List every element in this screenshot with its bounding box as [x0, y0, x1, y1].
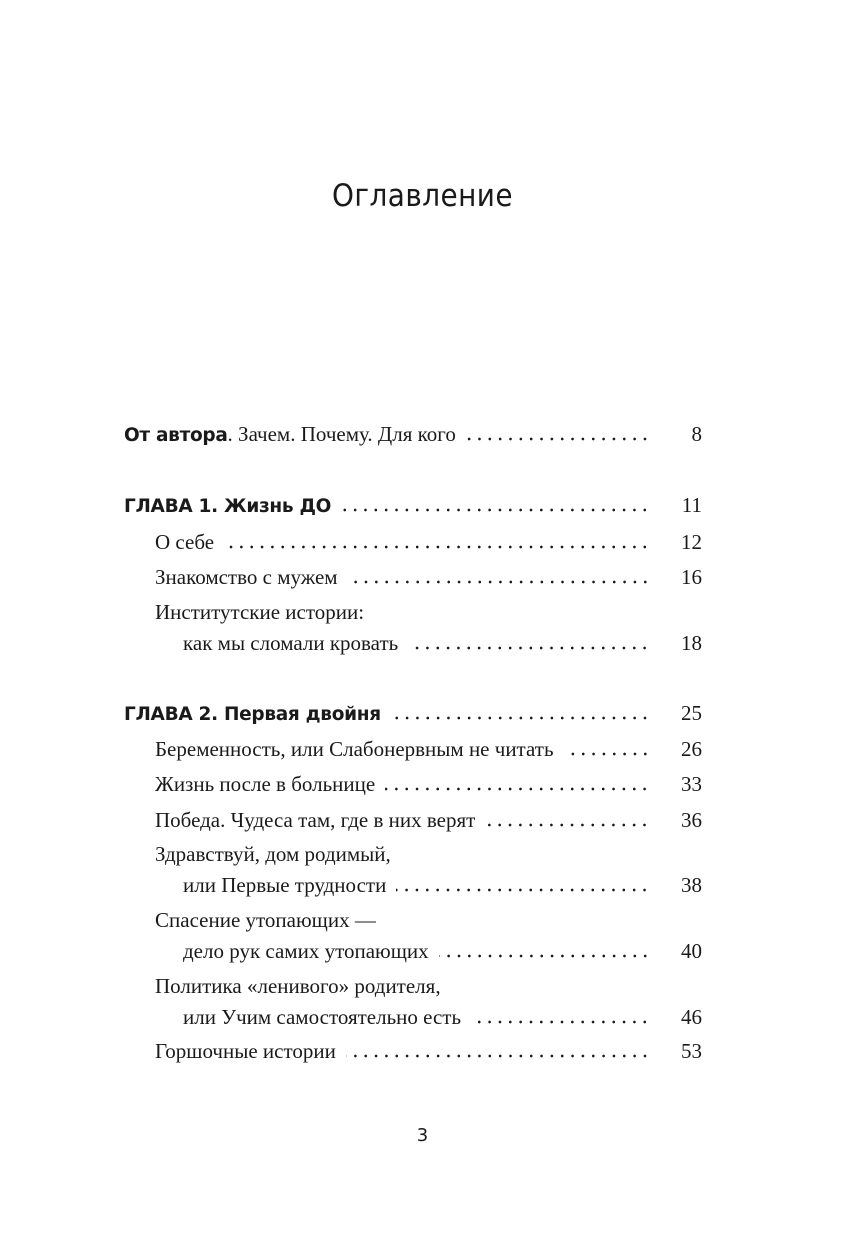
entry-title: или Первые трудности: [183, 873, 387, 897]
entry-page-number: 38: [681, 873, 702, 897]
toc-entry-section-head: [0, 974, 845, 1004]
dot-leader: [471, 1020, 650, 1024]
entry-page-number: 40: [681, 939, 702, 963]
entry-page-number: 18: [681, 631, 702, 655]
page-number: 3: [416, 1125, 429, 1146]
entry-bold-title: ГЛАВА 2. Первая двойня: [124, 704, 381, 725]
entry-title: Знакомство с мужем: [155, 565, 338, 589]
entry-title: Жизнь после в больнице: [155, 772, 376, 796]
entry-page-number: 46: [681, 1005, 702, 1029]
toc-entry-chapter: [0, 493, 845, 523]
toc-entry-chapter: [0, 701, 845, 731]
page-title: Оглавление: [331, 178, 514, 214]
entry-page-number: 16: [681, 565, 702, 589]
entry-title: Спасение утопающих —: [155, 908, 376, 932]
entry-title: . Зачем. Почему. Для кого: [227, 422, 456, 446]
entry-title: Здравствуй, дом родимый,: [155, 842, 391, 866]
dot-leader: [224, 545, 650, 549]
entry-title: дело рук самих утопающих: [183, 939, 429, 963]
entry-page-number: 36: [681, 808, 702, 832]
entry-title: О себе: [155, 530, 215, 554]
entry-bold-title: ГЛАВА 1. Жизнь ДО: [124, 496, 332, 517]
dot-leader: [341, 508, 650, 512]
entry-title: Институтские истории:: [155, 600, 365, 624]
toc-entry-intro: [0, 422, 845, 452]
toc-entry-section: [0, 1039, 845, 1069]
toc-entry-cont: [0, 1005, 845, 1035]
entry-title: Беременность, или Слабонервным не читать: [155, 737, 554, 761]
toc-entry-section-head: [0, 908, 845, 938]
entry-page-number: 11: [681, 493, 702, 517]
dot-leader: [439, 954, 650, 958]
toc-entry-section-head: [0, 842, 845, 872]
toc-entry-cont: [0, 631, 845, 661]
entry-title: или Учим самостоятельно есть: [183, 1005, 462, 1029]
toc-entry-section: [0, 737, 845, 767]
dot-leader: [466, 437, 650, 441]
toc-entry-section: [0, 772, 845, 802]
entry-page-number: 33: [681, 772, 702, 796]
entry-bold-title: От автора: [124, 425, 228, 446]
entry-page-number: 26: [681, 737, 702, 761]
entry-title: Горшочные истории: [155, 1039, 336, 1063]
dot-leader: [485, 823, 650, 827]
entry-title: Политика «ленивого» родителя,: [155, 974, 441, 998]
dot-leader: [348, 580, 650, 584]
dot-leader: [564, 752, 650, 756]
dot-leader: [391, 716, 650, 720]
dot-leader: [396, 888, 650, 892]
dot-leader: [346, 1054, 650, 1058]
toc-entry-section: [0, 808, 845, 838]
entry-page-number: 8: [691, 422, 702, 446]
toc-entry-section-head: [0, 600, 845, 630]
dot-leader: [408, 646, 650, 650]
dot-leader: [385, 787, 650, 791]
toc-entry-cont: [0, 939, 845, 969]
toc-entry-section: [0, 565, 845, 595]
entry-page-number: 12: [681, 530, 702, 554]
entry-title: как мы сломали кровать: [183, 631, 399, 655]
entry-page-number: 53: [681, 1039, 702, 1063]
toc-entry-cont: [0, 873, 845, 903]
entry-page-number: 25: [681, 701, 702, 725]
toc-entry-section: [0, 530, 845, 560]
entry-title: Победа. Чудеса там, где в них верят: [155, 808, 476, 832]
